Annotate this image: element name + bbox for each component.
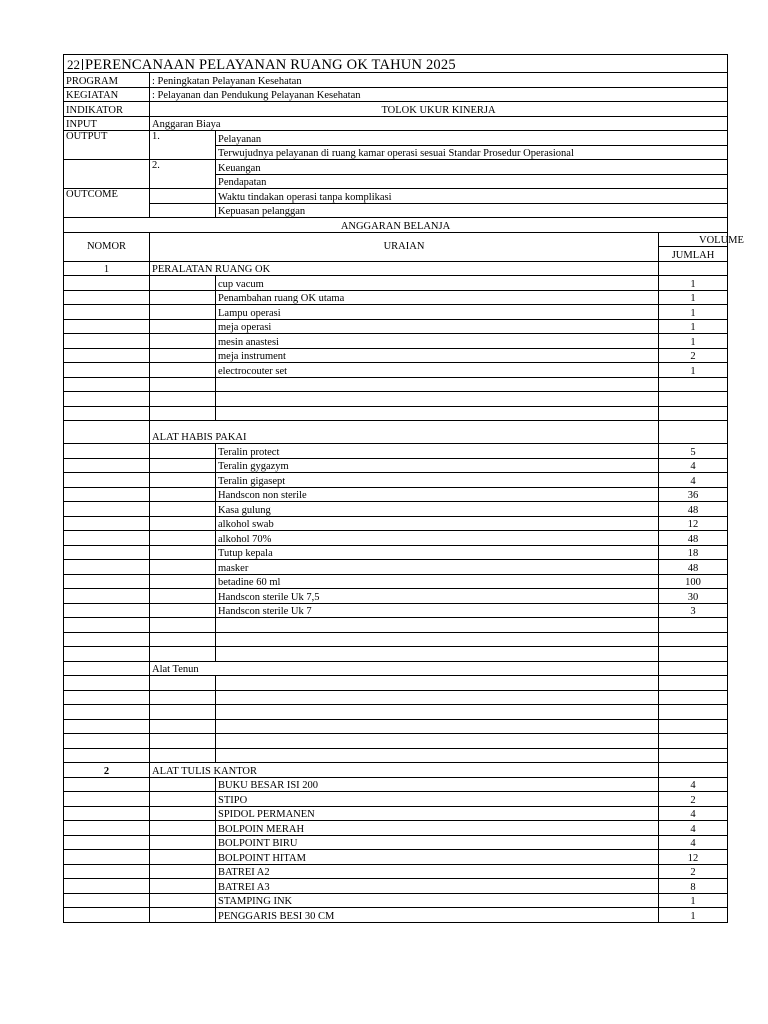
empty-cell (64, 835, 150, 850)
empty-cell (64, 589, 150, 604)
outcome-label: OUTCOME (64, 189, 150, 218)
item-quantity: 12 (659, 850, 728, 865)
anggaran-heading: ANGGARAN BELANJA (64, 218, 728, 233)
item-quantity: 36 (659, 487, 728, 502)
empty-cell (659, 719, 728, 734)
output-1-title: Pelayanan (216, 131, 728, 146)
empty-cell (659, 748, 728, 763)
empty-cell (64, 363, 150, 378)
empty-cell (150, 560, 216, 575)
output-2-number: 2. (150, 160, 216, 189)
item-quantity: 30 (659, 589, 728, 604)
empty-cell (150, 377, 216, 392)
item-name: BOLPOINT HITAM (216, 850, 659, 865)
item-name: cup vacum (216, 276, 659, 291)
section-title: PERALATAN RUANG OK (150, 261, 659, 276)
empty-cell (64, 603, 150, 618)
empty-cell (150, 705, 216, 720)
empty-cell (659, 421, 728, 444)
input-row (64, 116, 728, 131)
empty-cell (150, 618, 216, 633)
item-name: BOLPOINT BIRU (216, 835, 659, 850)
empty-cell (64, 444, 150, 459)
table-row (64, 319, 728, 334)
item-name: Teralin gygazym (216, 458, 659, 473)
outcome-row-1 (64, 189, 728, 204)
table-row (64, 545, 728, 560)
empty-cell (64, 545, 150, 560)
blank-row (64, 719, 728, 734)
item-quantity: 1 (659, 319, 728, 334)
empty-cell (64, 458, 150, 473)
empty-cell (150, 406, 216, 421)
item-quantity: 18 (659, 545, 728, 560)
outcome-2: Kepuasan pelanggan (216, 203, 728, 218)
outcome-spacer (150, 189, 216, 204)
item-name: Handscon non sterile (216, 487, 659, 502)
title-row (64, 55, 728, 73)
item-quantity: 100 (659, 574, 728, 589)
item-name: Penambahan ruang OK utama (216, 290, 659, 305)
item-quantity: 1 (659, 363, 728, 378)
table-row (64, 893, 728, 908)
section-title: Alat Tenun (150, 661, 659, 676)
empty-cell (216, 406, 659, 421)
empty-cell (64, 421, 150, 444)
table-row (64, 879, 728, 894)
empty-cell (216, 748, 659, 763)
empty-cell (150, 821, 216, 836)
item-quantity: 1 (659, 908, 728, 923)
empty-cell (150, 792, 216, 807)
table-row (64, 806, 728, 821)
output-row-1 (64, 131, 728, 146)
item-name: BOLPOIN MERAH (216, 821, 659, 836)
output-2-description: Pendapatan (216, 174, 728, 189)
empty-cell (64, 305, 150, 320)
table-row (64, 531, 728, 546)
empty-cell (64, 348, 150, 363)
empty-cell (64, 334, 150, 349)
empty-cell (64, 290, 150, 305)
empty-cell (64, 879, 150, 894)
item-name: STIPO (216, 792, 659, 807)
item-quantity: 5 (659, 444, 728, 459)
item-name: Lampu operasi (216, 305, 659, 320)
empty-cell (659, 392, 728, 407)
table-row (64, 603, 728, 618)
item-name: alkohol swab (216, 516, 659, 531)
page-title: PERENCANAAN PELAYANAN RUANG OK TAHUN 2025 (85, 57, 456, 73)
section-title: ALAT HABIS PAKAI (150, 421, 659, 444)
blank-row (64, 734, 728, 749)
col-nomor: NOMOR (64, 232, 150, 261)
empty-cell (150, 632, 216, 647)
table-row (64, 850, 728, 865)
empty-cell (659, 632, 728, 647)
empty-cell (64, 705, 150, 720)
empty-cell (64, 516, 150, 531)
empty-cell (64, 406, 150, 421)
empty-cell (150, 589, 216, 604)
empty-cell (659, 734, 728, 749)
empty-cell (64, 676, 150, 691)
blank-row (64, 690, 728, 705)
section-number: 1 (64, 261, 150, 276)
outcome-spacer (150, 203, 216, 218)
item-quantity: 48 (659, 531, 728, 546)
kegiatan-label: KEGIATAN (64, 87, 150, 102)
table-row (64, 305, 728, 320)
empty-cell (64, 560, 150, 575)
empty-cell (64, 618, 150, 633)
empty-cell (216, 719, 659, 734)
table-row (64, 792, 728, 807)
empty-cell (150, 531, 216, 546)
item-name: meja operasi (216, 319, 659, 334)
table-row (64, 334, 728, 349)
item-name: Handscon sterile Uk 7 (216, 603, 659, 618)
empty-cell (64, 734, 150, 749)
blank-row (64, 618, 728, 633)
empty-cell (64, 850, 150, 865)
item-name: Teralin protect (216, 444, 659, 459)
outcome-1: Waktu tindakan operasi tanpa komplikasi (216, 189, 728, 204)
empty-cell (64, 487, 150, 502)
empty-cell (150, 748, 216, 763)
empty-cell (150, 458, 216, 473)
section-header-row (64, 661, 728, 676)
empty-cell (150, 734, 216, 749)
empty-cell (64, 690, 150, 705)
input-label: INPUT (64, 116, 150, 131)
item-name: BUKU BESAR ISI 200 (216, 777, 659, 792)
item-quantity: 2 (659, 864, 728, 879)
item-quantity: 4 (659, 473, 728, 488)
empty-cell (64, 377, 150, 392)
section-title: ALAT TULIS KANTOR (150, 763, 659, 778)
item-quantity: 2 (659, 348, 728, 363)
item-quantity: 4 (659, 777, 728, 792)
table-row (64, 363, 728, 378)
table-row (64, 473, 728, 488)
empty-cell (150, 676, 216, 691)
empty-cell (150, 348, 216, 363)
empty-cell (64, 502, 150, 517)
item-name: betadine 60 ml (216, 574, 659, 589)
table-row (64, 444, 728, 459)
col-volume: VOLUME (659, 232, 728, 247)
empty-cell (64, 574, 150, 589)
tolok-ukur-heading: TOLOK UKUR KINERJA (150, 102, 728, 117)
empty-cell (64, 806, 150, 821)
section-number: 2 (64, 763, 150, 778)
empty-cell (216, 676, 659, 691)
item-quantity: 1 (659, 290, 728, 305)
empty-cell (150, 879, 216, 894)
empty-cell (150, 908, 216, 923)
blank-row (64, 632, 728, 647)
item-quantity: 4 (659, 821, 728, 836)
outcome-row-2 (64, 203, 728, 218)
item-quantity: 4 (659, 458, 728, 473)
output-2-title: Keuangan (216, 160, 728, 175)
blank-row (64, 392, 728, 407)
empty-cell (150, 473, 216, 488)
table-row (64, 502, 728, 517)
empty-cell (64, 908, 150, 923)
item-quantity: 2 (659, 792, 728, 807)
empty-cell (150, 487, 216, 502)
empty-cell (150, 319, 216, 334)
item-name: electrocouter set (216, 363, 659, 378)
output-1-number: 1. (150, 131, 216, 160)
empty-cell (64, 319, 150, 334)
item-quantity: 1 (659, 305, 728, 320)
item-quantity: 1 (659, 334, 728, 349)
output-label: OUTPUT (64, 131, 150, 160)
empty-cell (64, 531, 150, 546)
empty-cell (64, 821, 150, 836)
program-row (64, 73, 728, 88)
empty-cell (64, 864, 150, 879)
empty-cell (150, 305, 216, 320)
column-header-row-1 (64, 232, 728, 247)
empty-cell (150, 690, 216, 705)
item-name: Teralin gigasept (216, 473, 659, 488)
table-row (64, 516, 728, 531)
empty-cell (659, 406, 728, 421)
empty-cell (216, 377, 659, 392)
input-value: Anggaran Biaya (150, 116, 728, 131)
empty-cell (659, 705, 728, 720)
table-row (64, 777, 728, 792)
empty-cell (64, 276, 150, 291)
table-row (64, 276, 728, 291)
empty-cell (150, 603, 216, 618)
empty-cell (659, 377, 728, 392)
item-name: BATREI A3 (216, 879, 659, 894)
item-name: STAMPING INK (216, 893, 659, 908)
output-spacer (64, 160, 150, 189)
empty-cell (659, 261, 728, 276)
empty-cell (659, 763, 728, 778)
item-name: meja instrument (216, 348, 659, 363)
empty-cell (150, 516, 216, 531)
empty-cell (150, 276, 216, 291)
kegiatan-value: : Pelayanan dan Pendukung Pelayanan Kesehatan (150, 87, 728, 102)
empty-cell (64, 893, 150, 908)
table-row (64, 908, 728, 923)
col-uraian: URAIAN (150, 232, 659, 261)
empty-cell (659, 676, 728, 691)
blank-row (64, 676, 728, 691)
empty-cell (659, 661, 728, 676)
empty-cell (150, 835, 216, 850)
empty-cell (150, 574, 216, 589)
empty-cell (150, 363, 216, 378)
blank-row (64, 647, 728, 662)
item-quantity: 12 (659, 516, 728, 531)
section-header-row (64, 261, 728, 276)
table-row (64, 560, 728, 575)
program-value: : Peningkatan Pelayanan Kesehatan (150, 73, 728, 88)
table-row (64, 589, 728, 604)
empty-cell (64, 647, 150, 662)
empty-cell (150, 334, 216, 349)
empty-cell (659, 690, 728, 705)
item-name: PENGGARIS BESI 30 CM (216, 908, 659, 923)
table-row (64, 864, 728, 879)
item-quantity: 8 (659, 879, 728, 894)
empty-cell (216, 632, 659, 647)
empty-cell (150, 777, 216, 792)
table-row (64, 574, 728, 589)
item-name: Kasa gulung (216, 502, 659, 517)
empty-cell (216, 392, 659, 407)
empty-cell (150, 806, 216, 821)
empty-cell (64, 719, 150, 734)
item-name: SPIDOL PERMANEN (216, 806, 659, 821)
blank-row (64, 406, 728, 421)
table-row (64, 821, 728, 836)
blank-row (64, 377, 728, 392)
empty-cell (150, 290, 216, 305)
anggaran-row (64, 218, 728, 233)
item-quantity: 1 (659, 893, 728, 908)
empty-cell (64, 792, 150, 807)
item-quantity: 4 (659, 835, 728, 850)
item-name: Tutup kepala (216, 545, 659, 560)
output-1-description: Terwujudnya pelayanan di ruang kamar operasi sesuai Standar Prosedur Operasional (216, 145, 728, 160)
empty-cell (150, 850, 216, 865)
empty-cell (216, 690, 659, 705)
empty-cell (150, 864, 216, 879)
empty-cell (216, 705, 659, 720)
empty-cell (150, 893, 216, 908)
section-header-row (64, 763, 728, 778)
item-name: Handscon sterile Uk 7,5 (216, 589, 659, 604)
section-header-row (64, 421, 728, 444)
page-number: 22 (67, 59, 83, 70)
item-quantity: 4 (659, 806, 728, 821)
indikator-label: INDIKATOR (64, 102, 150, 117)
empty-cell (64, 632, 150, 647)
empty-cell (64, 473, 150, 488)
item-quantity: 48 (659, 560, 728, 575)
item-name: alkohol 70% (216, 531, 659, 546)
program-label: PROGRAM (64, 73, 150, 88)
item-name: BATREI A2 (216, 864, 659, 879)
blank-row (64, 748, 728, 763)
item-quantity: 48 (659, 502, 728, 517)
empty-cell (659, 618, 728, 633)
col-jumlah: JUMLAH (659, 247, 728, 262)
empty-cell (150, 545, 216, 560)
empty-cell (150, 647, 216, 662)
output-row-2 (64, 160, 728, 175)
empty-cell (64, 777, 150, 792)
empty-cell (216, 647, 659, 662)
kegiatan-row (64, 87, 728, 102)
indikator-row (64, 102, 728, 117)
table-row (64, 835, 728, 850)
item-name: mesin anastesi (216, 334, 659, 349)
budget-sheet (63, 54, 744, 923)
empty-cell (659, 647, 728, 662)
item-quantity: 1 (659, 276, 728, 291)
empty-cell (150, 392, 216, 407)
empty-cell (64, 392, 150, 407)
item-name: masker (216, 560, 659, 575)
empty-cell (64, 661, 150, 676)
table-row (64, 487, 728, 502)
empty-cell (216, 734, 659, 749)
budget-table (63, 54, 744, 923)
empty-cell (150, 502, 216, 517)
item-quantity: 3 (659, 603, 728, 618)
empty-cell (150, 719, 216, 734)
empty-cell (216, 618, 659, 633)
table-row (64, 348, 728, 363)
empty-cell (150, 444, 216, 459)
empty-cell (64, 748, 150, 763)
table-row (64, 290, 728, 305)
table-row (64, 458, 728, 473)
blank-row (64, 705, 728, 720)
